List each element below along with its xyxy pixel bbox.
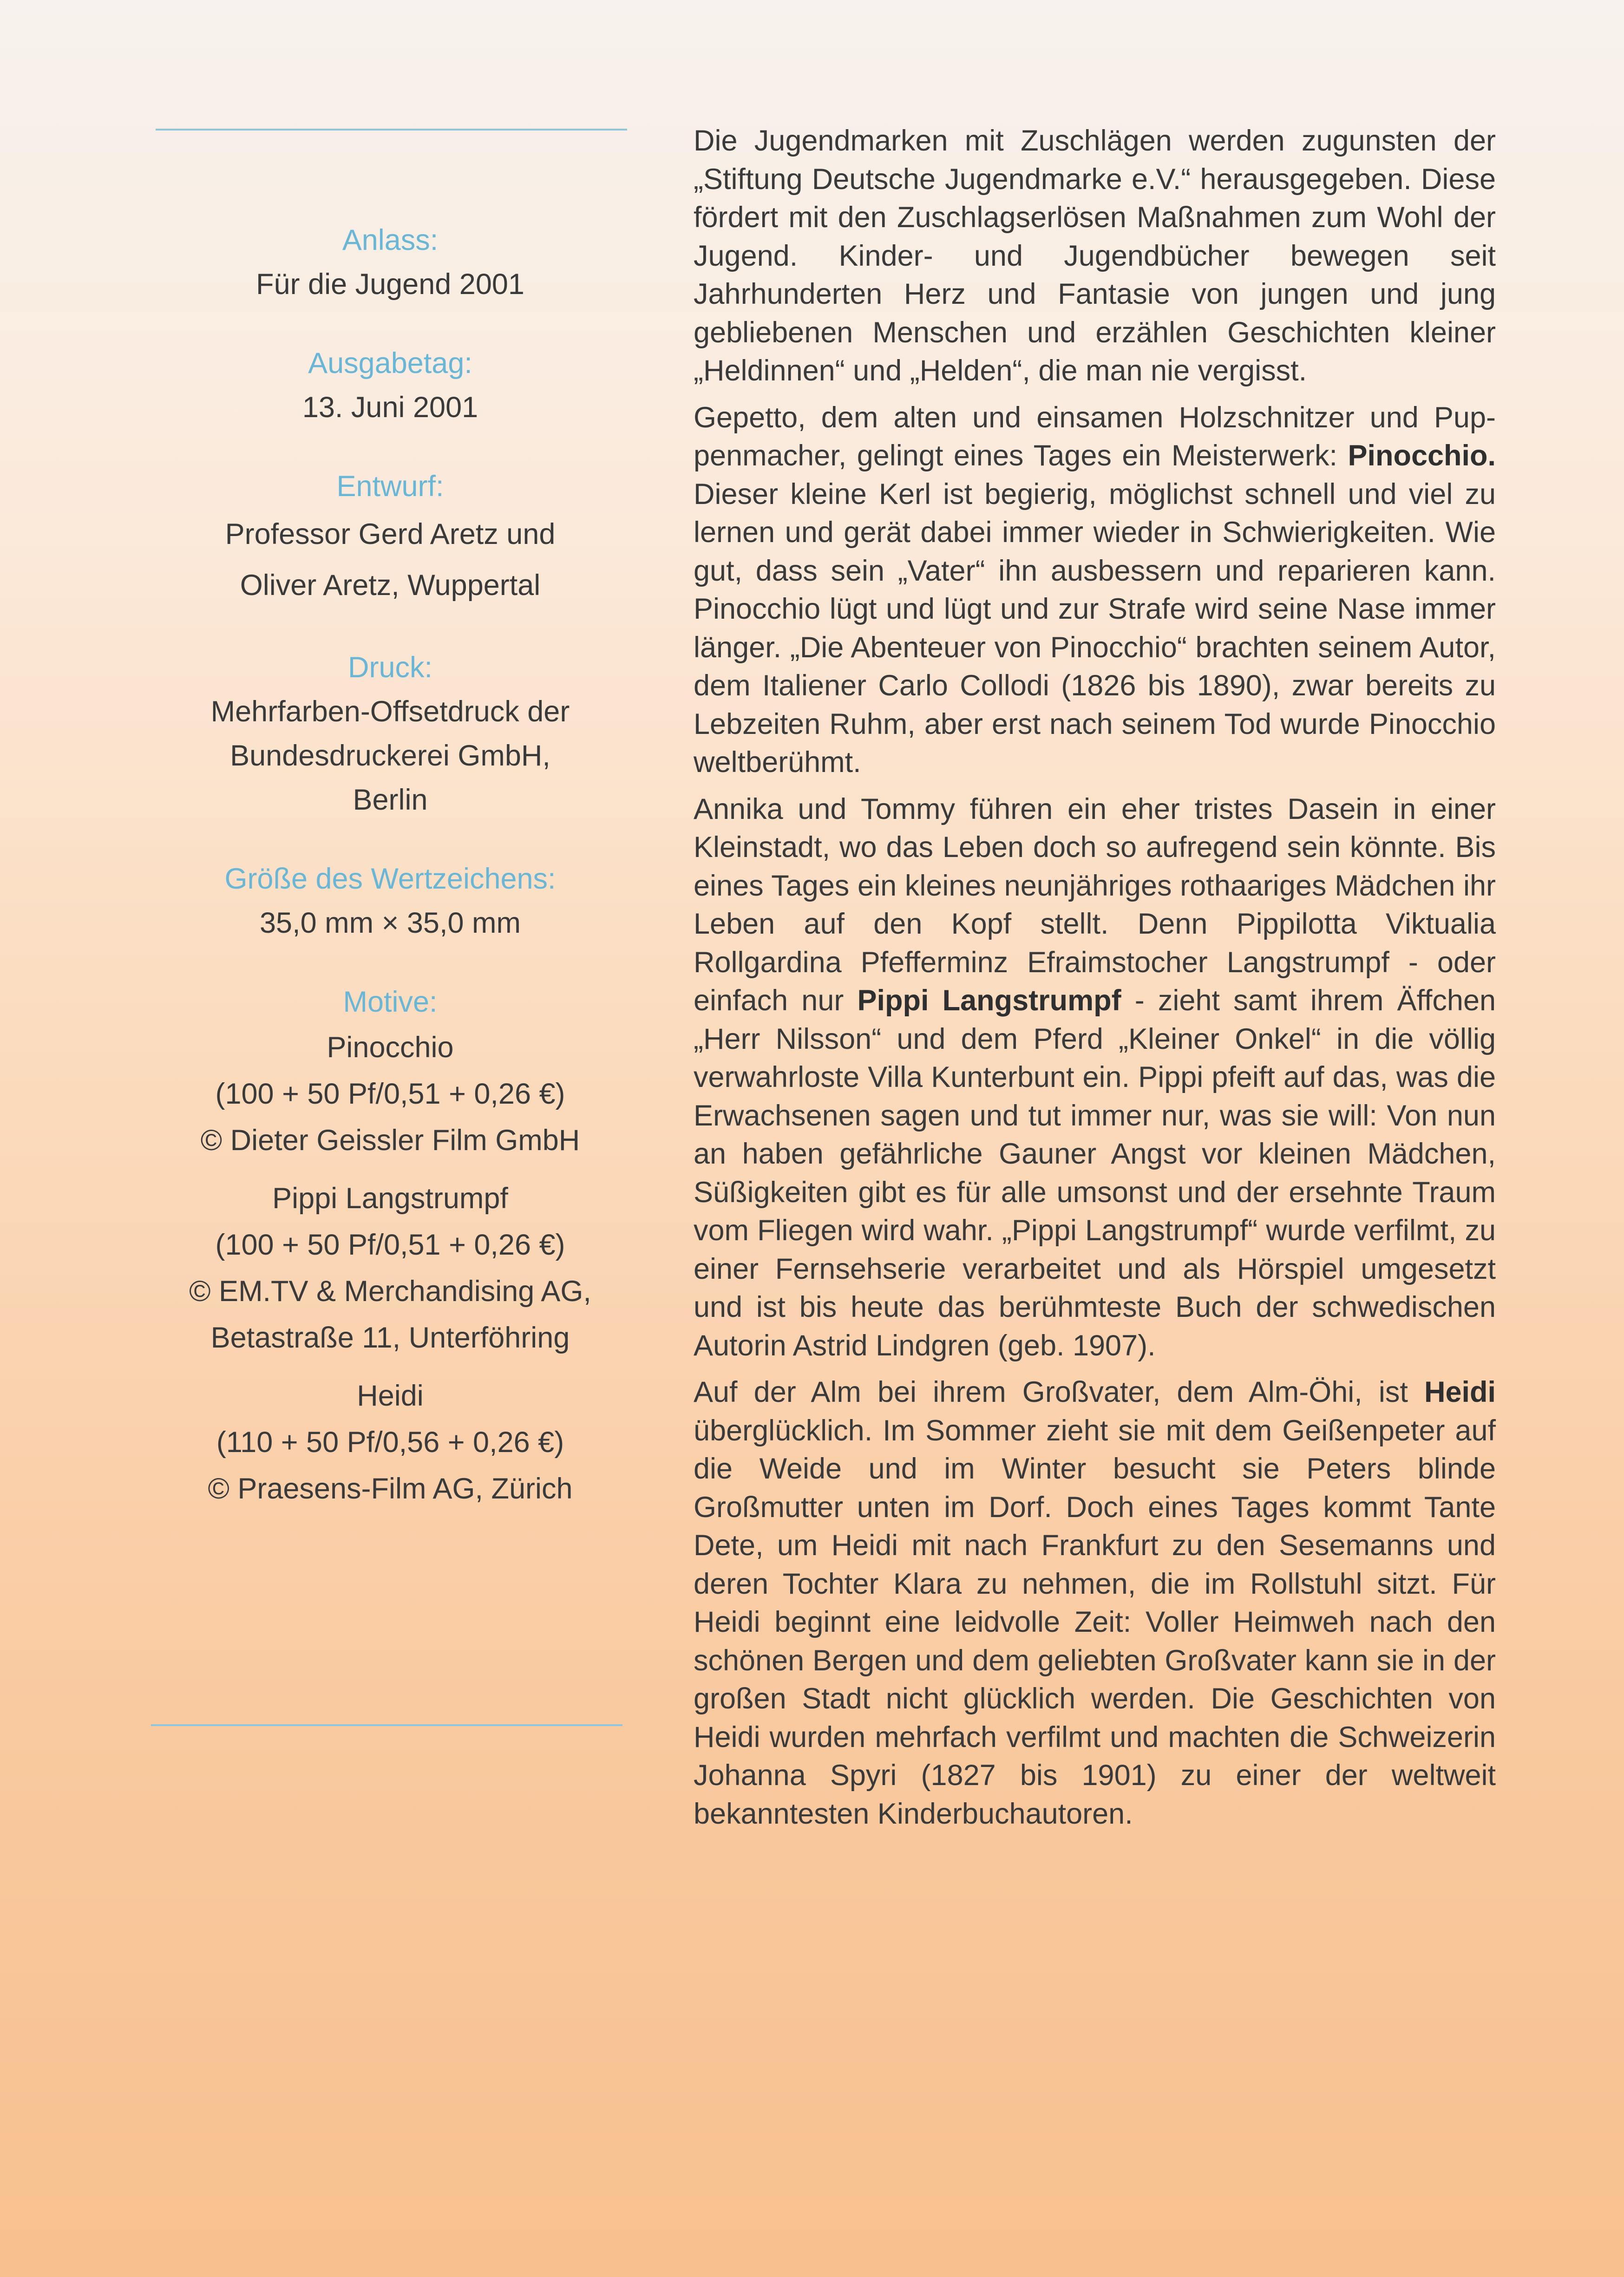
heidi-title: Heidi [1424,1376,1496,1408]
occasion-field [151,218,629,307]
motif-name: Pippi Langstrumpf [272,1182,508,1215]
motif-name: Heidi [357,1380,424,1412]
motif-pinocchio [151,1024,629,1164]
occasion-value: Für die Jugend 2001 [256,268,524,301]
motif-heidi [151,1373,629,1512]
print-line: Mehrfarben-Offsetdruck der [210,695,570,728]
paragraph-text: - zieht samt ihrem Äffchen „Herr Nilsson“ und dem Pferd „Kleiner Onkel“ in die völlig verwahrloste Villa Kunterbunt ein. Pippi pfeift auf das, was die Erwachsenen sagen und tut immer nur, was sie will: Von nun an haben gefährliche Gauner Angst vor kleinen Mädchen, Süßigkeiten gibt es für alle umsonst und der ersehnte Traum vom Fliegen wird wahr. „Pippi Langstrumpf“ wurde verfilmt, zu einer Fernsehserie verarbeitet und als Hörspiel umgesetzt und ist bis heute das berühmteste Buch der schwedischen Autorin Astrid Lindgren (geb. 1907). [694,984,1496,1362]
paragraph-text: Dieser kleine Kerl ist begierig, möglichst schnell und viel zu lernen und gerät dabei immer wieder in Schwierigkeiten. Wie gut, dass sein „Vater“ ihn ausbessern und reparieren kann. Pinocchio lügt und lügt und zur Strafe wird seine Nase immer länger. „Die Abenteuer von Pinocchio“ brachten seinem Autor, dem Italiener Carlo Collodi (1826 bis 1890), zwar bereits zu Lebzeiten Ruhm, aber erst nach seinem Tod wurde Pinocchio weltberühmt. [694,478,1496,779]
motif-pippi [151,1175,629,1361]
design-field [151,465,629,611]
motifs-label: Motive: [343,986,438,1018]
issue-date-value: 13. Juni 2001 [302,391,478,424]
pippi-paragraph [694,790,1496,1365]
issue-date-label: Ausgabetag: [308,347,472,380]
print-label: Druck: [347,651,433,684]
design-label: Entwurf: [336,470,444,503]
top-divider [156,129,627,131]
issue-date-field [151,341,629,430]
paragraph-text: überglücklich. Im Sommer zieht sie mit dem Geißenpeter auf die Weide und im Winter besucht sie Peters blinde Großmutter unten im Dorf. Doch eines Tages kommt Tante Dete, um Heidi mit nach Frankfurt zu den Sesemanns und deren Tochter Klara zu nehmen, die im Rollstuhl sitzt. Für Heidi beginnt eine leidvolle Zeit: Voller Heimweh nach den schönen Bergen und dem geliebten Großvater kann sie in der großen Stadt nicht glücklich werden. Die Geschichten von Heidi wurden mehrfach verfilmt und machten die Schweizerin Johanna Spyri (1827 bis 1901) zu einer der weltweit bekanntesten Kinderbuchautoren. [694,1414,1496,1830]
stamp-size-value: 35,0 mm × 35,0 mm [260,907,521,939]
intro-paragraph: Die Jugendmarken mit Zuschlägen werden zugunsten der „Stiftung Deutsche Jugendmarke e.V.“ herausgegeben. Diese fördert mit den Zuschlagserlösen Maßnahmen zum Wohl der Jugend. Kinder- und Jugendbücher bewegen seit Jahrhunderten Herz und Fantasie von jungen und jung gebliebenen Menschen und erzählen Geschichten kleiner „Heldinnen“ und „Helden“, die man nie vergisst. [694,124,1496,387]
paragraph-text: Auf der Alm bei ihrem Großvater, dem Alm-Öhi, ist [694,1376,1424,1408]
pinocchio-title: Pinocchio. [1348,439,1496,472]
pinocchio-paragraph [694,399,1496,782]
motif-line: © Praesens-Film AG, Zürich [208,1472,573,1505]
motif-line: © EM.TV & Merchandising AG, [189,1275,591,1308]
paragraph-text: Gepetto, dem alten und einsamen Holzschnitzer und Puppenmacher, gelingt eines Tages ein Meisterwerk: [694,401,1496,472]
motifs-field [151,980,629,1512]
motif-name: Pinocchio [327,1031,454,1064]
heidi-paragraph [694,1373,1496,1833]
stamp-details-column [151,218,629,1547]
bottom-divider [151,1724,622,1726]
motif-line: © Dieter Geissler Film GmbH [200,1124,580,1157]
stamp-size-field [151,857,629,945]
motif-line: (110 + 50 Pf/0,56 + 0,26 €) [216,1426,564,1459]
body-text [694,122,1496,1841]
paragraph-text: Annika und Tommy führen ein eher tristes Dasein in einer Kleinstadt, wo das Leben doch so aufregend sein könnte. Bis eines Tages ein kleines neunjähriges rothaariges Mädchen ihr Leben auf den Kopf stellt. Denn Pippilotta Viktualia Rollgardina Pfefferminz Efraimstocher Langstrumpf - oder einfach nur [694,792,1496,1017]
motif-line: (100 + 50 Pf/0,51 + 0,26 €) [215,1229,565,1261]
design-line: Professor Gerd Aretz und [225,518,556,550]
print-line: Berlin [353,784,428,816]
stamp-size-label: Größe des Wertzeichens: [224,863,556,895]
occasion-label: Anlass: [342,224,439,256]
design-line: Oliver Aretz, Wuppertal [240,569,541,602]
motif-line: Betastraße 11, Unterföhring [210,1322,570,1354]
pippi-title: Pippi Langstrumpf [857,984,1121,1017]
motif-line: (100 + 50 Pf/0,51 + 0,26 €) [215,1078,565,1110]
print-line: Bundesdruckerei GmbH, [230,739,550,772]
print-field [151,646,629,822]
